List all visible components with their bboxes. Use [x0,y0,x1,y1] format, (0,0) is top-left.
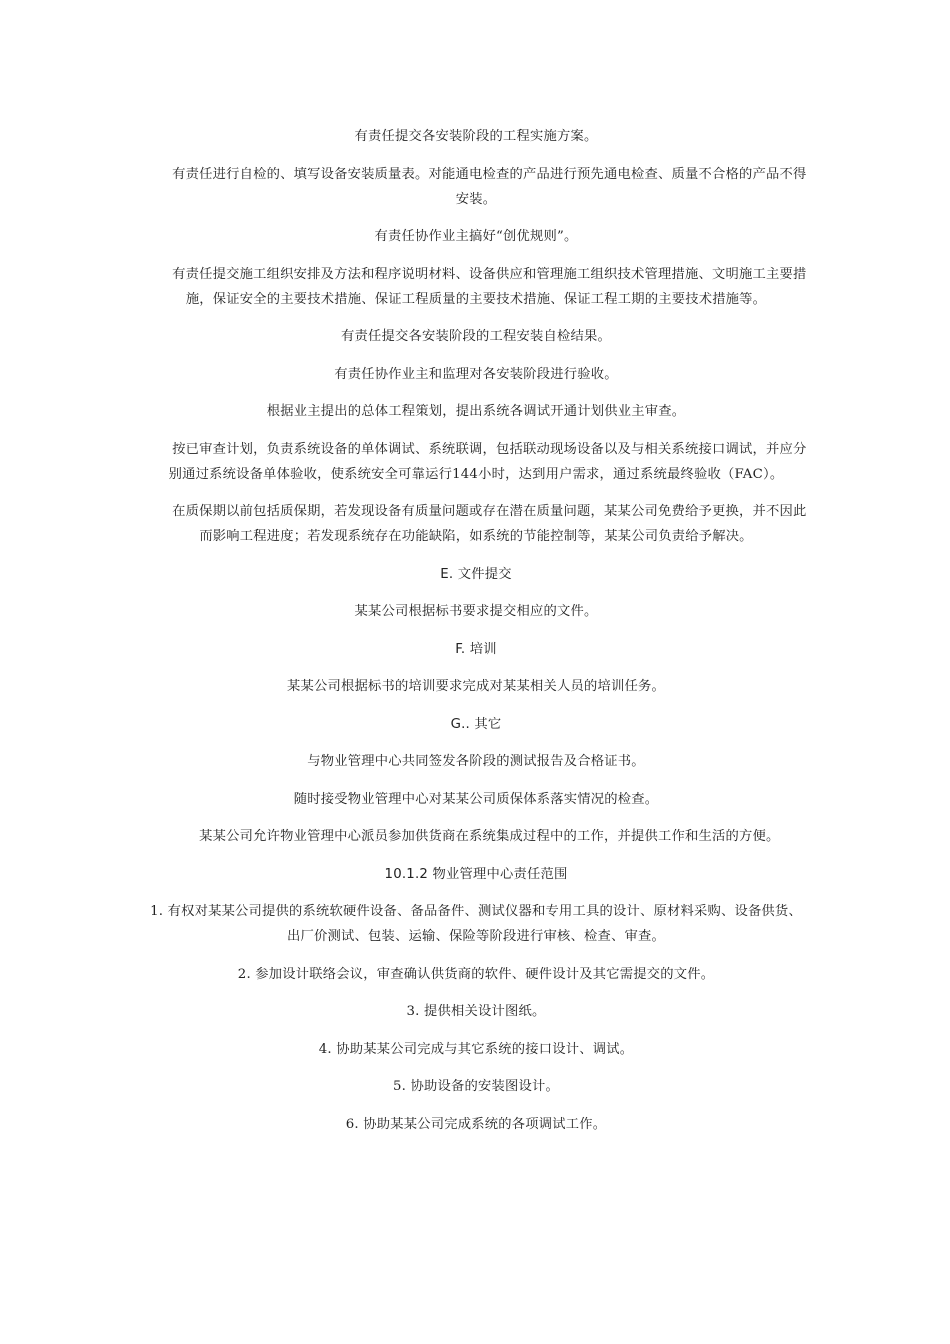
paragraph-construction-organization: 有责任提交施工组织安排及方法和程序说明材料、设备供应和管理施工组织技术管理措施、文明施工主要措施，保证安全的主要技术措施、保证工程质量的主要技术措施、保证工程工期的主要技术措施等。 [172,266,807,307]
list-item-3: 3. 提供相关设计图纸。 [406,1004,546,1019]
section-heading-other: G.. 其它 [450,716,502,732]
paragraph-self-inspection-results: 有责任提交各安装阶段的工程安装自检结果。 [341,329,611,344]
section-heading-training: F. 培训 [455,641,497,657]
paragraph-system-debugging: 按已审查计划，负责系统设备的单体调试、系统联调，包括联动现场设备以及与相关系统接口调试，并应分别通过系统设备单体验收，使系统安全可靠运行144小时，达到用户需求，通过系统最终验收（FAC）。 [168,441,807,482]
document-body [145,124,807,1149]
paragraph-warranty: 在质保期以前包括质保期，若发现设备有质量问题或存在潜在质量问题，某某公司免费给予更换，并不因此而影响工程进度；若发现系统存在功能缺陷，如系统的节能控制等，某某公司负责给予解决。 [172,504,807,544]
section-heading-property-management: 10.1.2 物业管理中心责任范围 [384,866,568,882]
paragraph-training: 某某公司根据标书的培训要求完成对某某相关人员的培训任务。 [287,679,665,694]
list-item-5: 5. 协助设备的安装图设计。 [393,1079,559,1094]
paragraph-submit-plan: 有责任提交各安装阶段的工程实施方案。 [354,129,598,144]
paragraph-test-reports: 与物业管理中心共同签发各阶段的测试报告及合格证书。 [307,754,645,769]
paragraph-commissioning-plan: 根据业主提出的总体工程策划，提出系统各调试开通计划供业主审查。 [266,404,686,419]
paragraph-acceptance-assist: 有责任协作业主和监理对各安装阶段进行验收。 [334,366,618,382]
paragraph-quality-inspection: 随时接受物业管理中心对某某公司质保体系落实情况的检查。 [293,791,659,807]
paragraph-excellence-rules: 有责任协作业主搞好“创优规则”。 [374,229,578,244]
section-heading-document-submission: E. 文件提交 [440,566,512,582]
paragraph-document-submission: 某某公司根据标书要求提交相应的文件。 [354,604,598,619]
list-item-1: 1. 有权对某某公司提供的系统软硬件设备、备品备件、测试仪器和专用工具的设计、原材料采购、设备供货、出厂价测试、包装、运输、保险等阶段进行审核、检查、审查。 [150,904,802,944]
paragraph-staff-participation: 某某公司允许物业管理中心派员参加供货商在系统集成过程中的工作，并提供工作和生活的方便。 [199,829,780,844]
list-item-2: 2. 参加设计联络会议，审查确认供货商的软件、硬件设计及其它需提交的文件。 [237,966,715,982]
list-item-6: 6. 协助某某公司完成系统的各项调试工作。 [345,1116,607,1132]
paragraph-self-inspection: 有责任进行自检的、填写设备安装质量表。对能通电检查的产品进行预先通电检查、质量不合格的产品不得安装。 [172,166,807,207]
list-item-4: 4. 协助某某公司完成与其它系统的接口设计、调试。 [318,1041,634,1057]
